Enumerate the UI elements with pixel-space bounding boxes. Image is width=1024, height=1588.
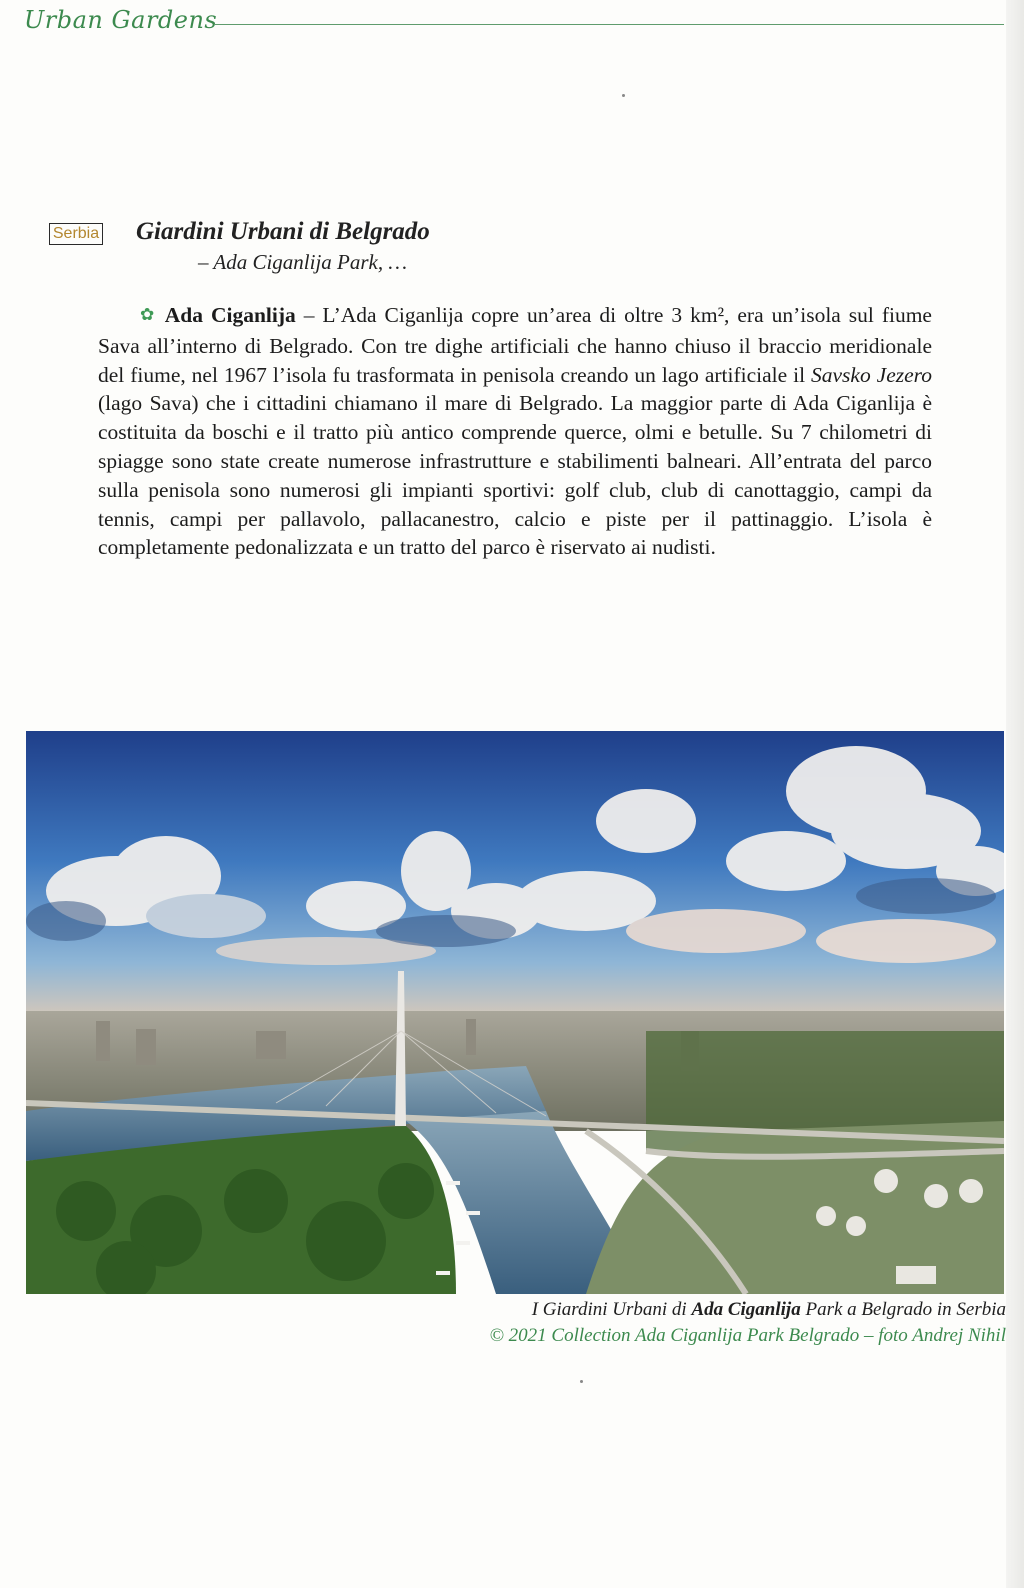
flower-bullet-icon: ✿ — [140, 305, 157, 324]
scan-speck — [622, 94, 625, 97]
caption-credit: © 2021 Collection Ada Ciganlija Park Belgrado – foto Andrej Nihil — [489, 1325, 1006, 1346]
lead-term: Ada Ciganlija — [164, 303, 296, 327]
country-badge: Serbia — [49, 223, 103, 245]
paragraph-text-2: (lago Sava) che i cittadini chiamano il mare di Belgrado. La maggior parte di Ada Ciganlija è costituita da boschi e il tratto più antico comprende querce, olmi e betulle. Su 7 chilometri di spiagge sono state create numerose infrastrutture e stabilimenti balneari. All’entrata del parco sulla penisola sono numerosi gli impianti sportivi: golf club, club di canottaggio, campi da tennis, campi per pallavolo, pallacanestro, calcio e piste per il pattinaggio. L’isola è completamente pedonalizzata e un tratto del parco è riservato ai nudisti. — [98, 391, 932, 560]
caption-line-1 — [489, 1297, 1006, 1323]
running-header — [24, 4, 1004, 48]
article-paragraph — [98, 301, 932, 562]
caption-park-name: Ada Ciganlija — [691, 1299, 801, 1320]
caption-text-b: Park a Belgrado in Serbia — [800, 1299, 1006, 1320]
article-subtitle: – Ada Ciganlija Park, … — [198, 250, 408, 274]
paragraph-text-1: – L’Ada Ciganlija copre un’area di oltre 3 km², era un’isola sul fiume Sava all’interno di Belgrado. Con tre dighe artificiali che hanno chiuso il braccio meridionale del fiume, nel 1967 l’isola fu trasformata in penisola creando un lago artificiale il — [98, 303, 932, 387]
scan-speck — [580, 1380, 583, 1383]
article-title: Giardini Urbani di Belgrado — [136, 218, 430, 245]
page-edge-shadow — [1006, 0, 1024, 1588]
lake-name: Savsko Jezero — [811, 362, 932, 387]
caption-text-a: I Giardini Urbani di — [531, 1299, 692, 1320]
belgrade-aerial-photo — [26, 731, 1004, 1294]
photo-caption — [489, 1297, 1006, 1349]
brand-title: Urban Gardens — [24, 6, 218, 34]
header-rule — [214, 24, 1004, 25]
